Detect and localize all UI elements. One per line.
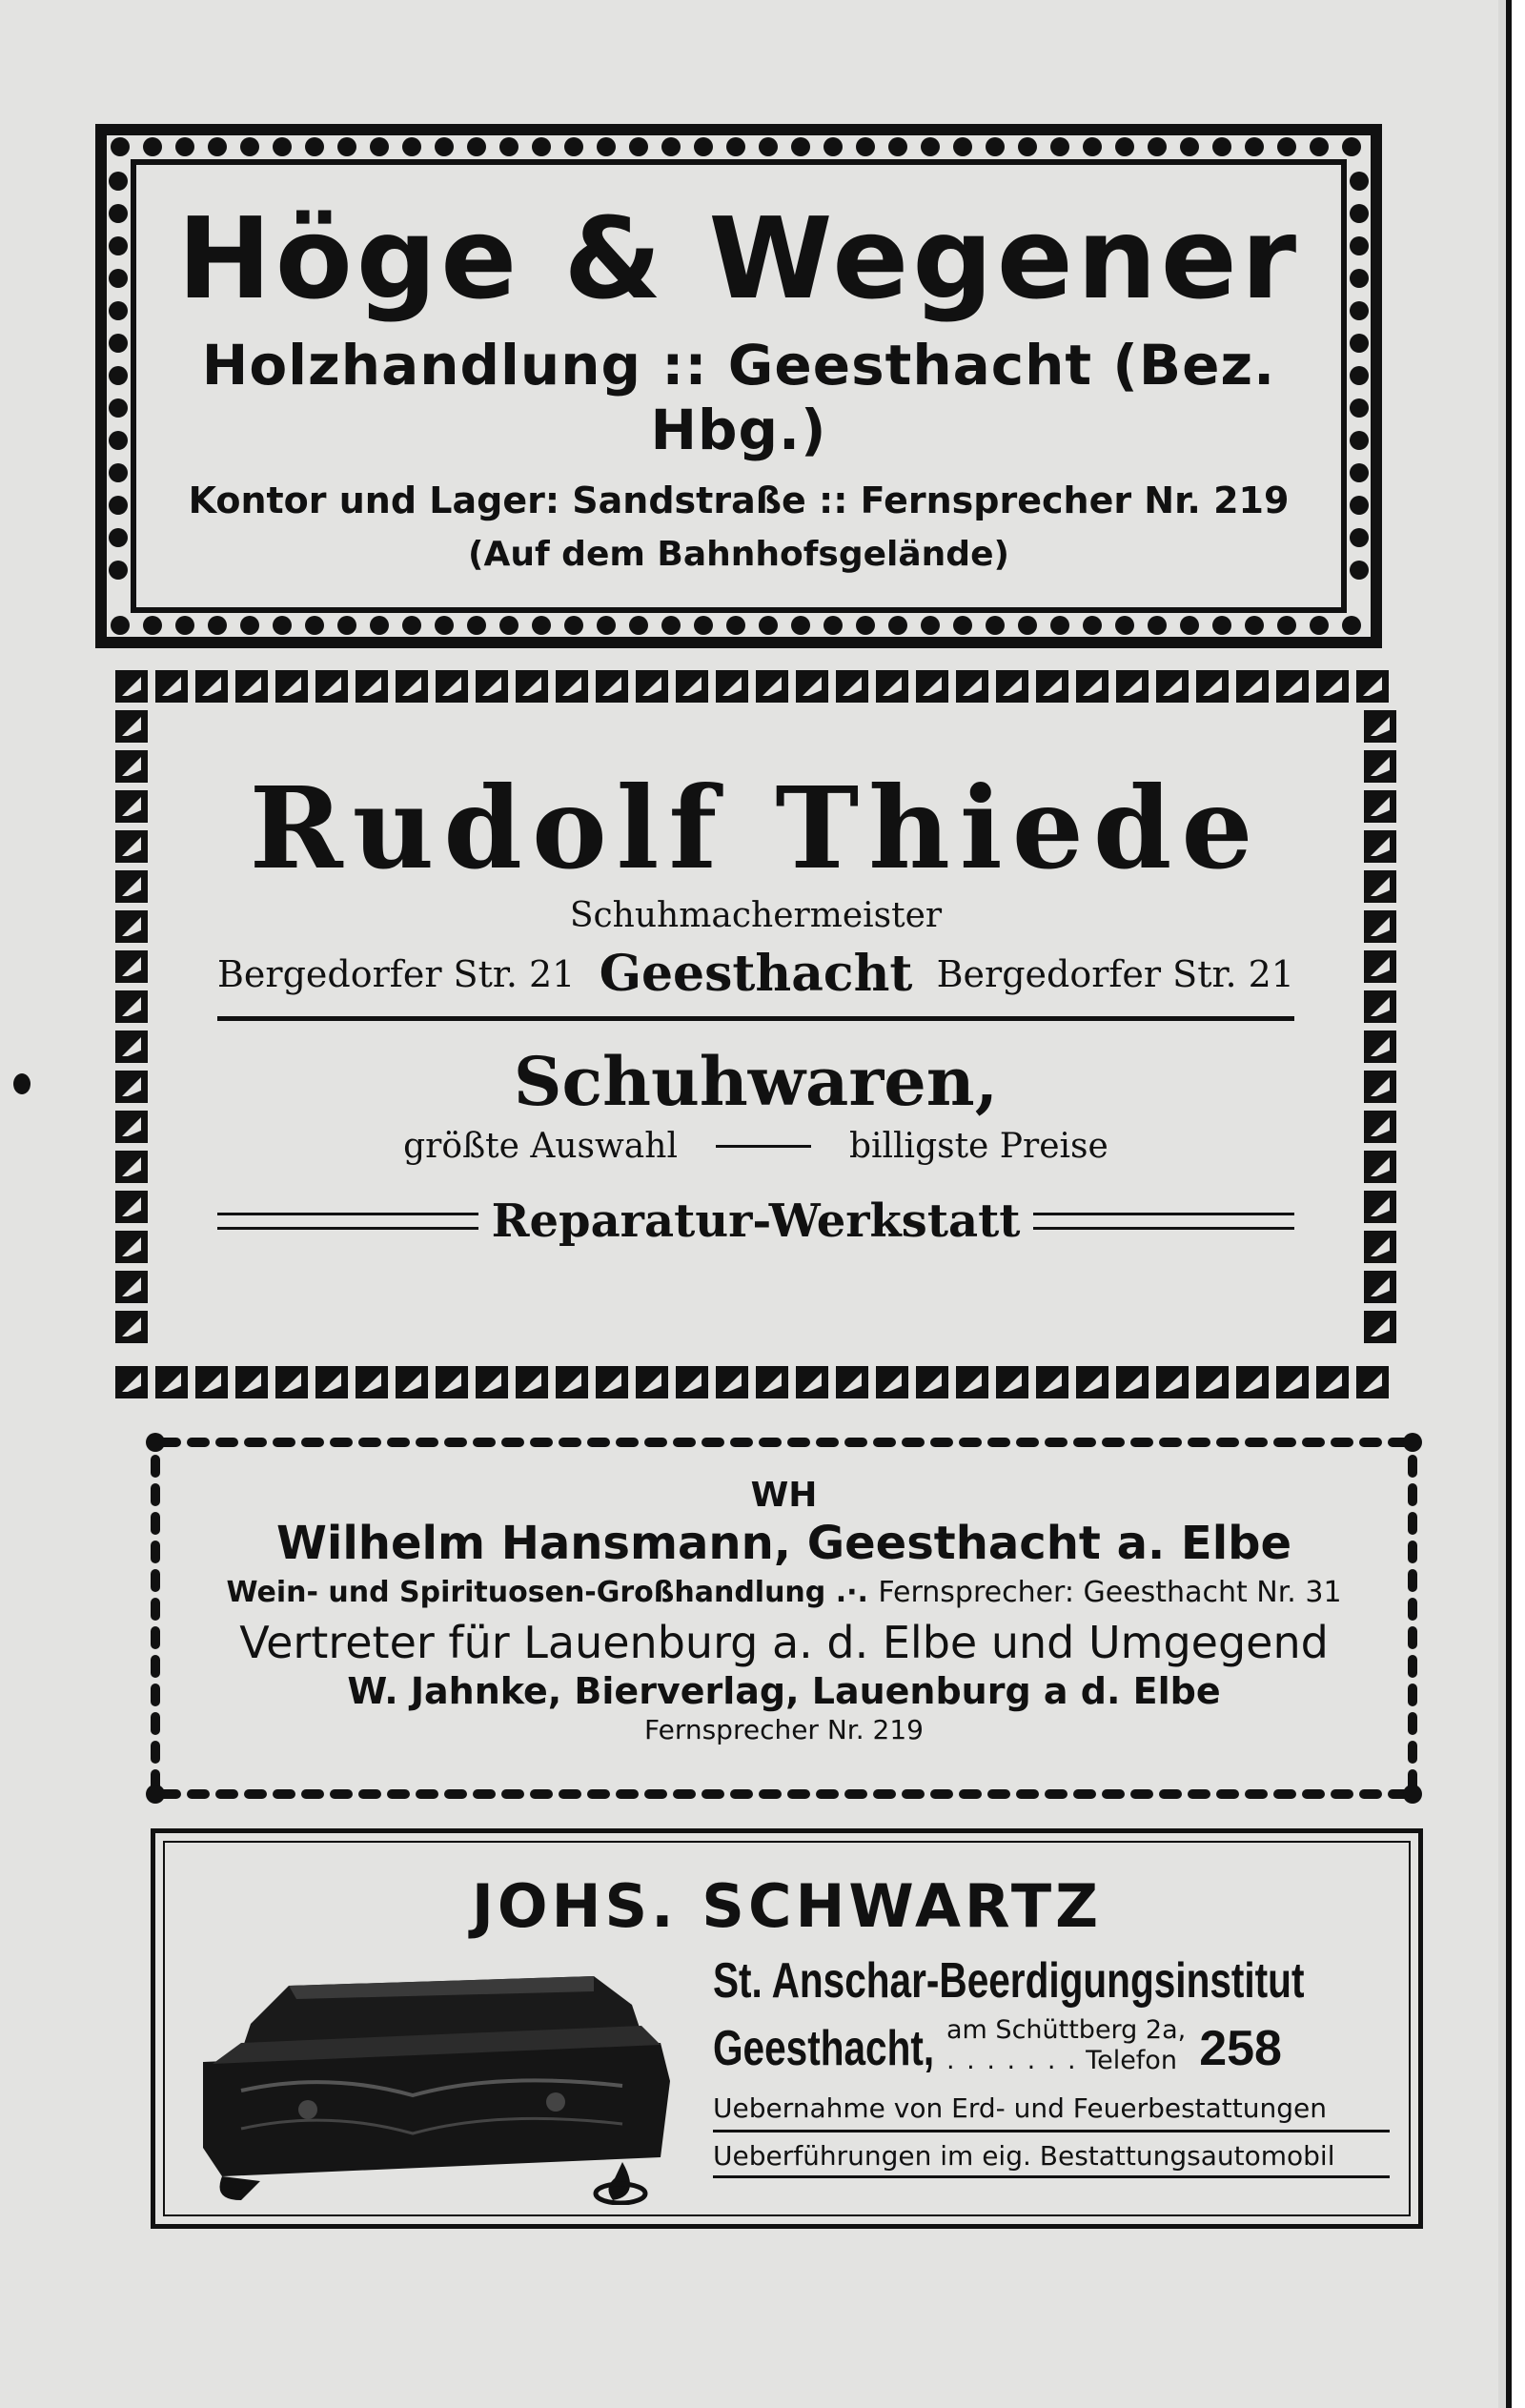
border-scallop [467,616,486,635]
border-scallop [661,616,681,635]
chain-link [1188,1789,1210,1799]
border-scallop [532,137,551,156]
chain-link [730,1438,753,1447]
border-scallop [888,137,907,156]
border-scallop [240,137,259,156]
chain-link [1188,1438,1210,1447]
border-scallop [1083,137,1102,156]
chain-link [616,1438,639,1447]
border-scallop [1342,137,1361,156]
chain-link [151,1684,160,1706]
chain-link [644,1789,667,1799]
chain-link [244,1789,267,1799]
border-scallop [1083,616,1102,635]
chain-link [959,1789,982,1799]
border-scallop [532,616,551,635]
border-scallop [370,616,389,635]
border-scallop [1350,334,1369,353]
chain-link [1408,1655,1417,1678]
repair-workshop: Reparatur-Werkstatt [491,1194,1021,1248]
chain-link [301,1789,324,1799]
institute-info [713,1952,1390,2178]
border-scallop [337,137,356,156]
chain-link [1245,1438,1268,1447]
chain-link [473,1789,496,1799]
chain-link [1130,1789,1153,1799]
chain-link [873,1789,896,1799]
border-scallop [109,496,128,515]
chain-link [530,1438,553,1447]
chain-corner [146,1433,165,1452]
border-scallop [1115,137,1134,156]
chain-link [1016,1789,1039,1799]
separator: .·. [835,1576,868,1609]
chain-link [1045,1789,1068,1799]
service-rule [713,2130,1390,2133]
border-scallop [888,616,907,635]
chain-link [1408,1569,1417,1592]
border-scallop [759,137,778,156]
border-scallop [1245,137,1264,156]
border-scallop [109,398,128,418]
border-scallop [921,137,940,156]
border-scallop [726,616,745,635]
border-scallop [499,616,518,635]
chain-link [1245,1789,1268,1799]
chain-link [759,1789,782,1799]
chain-link [530,1789,553,1799]
chain-link [1216,1789,1239,1799]
street-left: Bergedorfer Str. 21 [217,952,576,995]
address-line: Kontor und Lager: Sandstraße :: Fernsprecher Nr. 219 [188,479,1290,521]
chain-link [1216,1438,1239,1447]
chain-link [987,1789,1010,1799]
chain-link [1408,1483,1417,1506]
border-scallop [953,137,972,156]
trade-title: Schuhmachermeister [569,896,943,935]
double-rule-right [1033,1213,1294,1230]
ad-wilhelm-hansmann [143,1430,1425,1806]
chain-link [301,1438,324,1447]
representative-phone: Fernsprecher Nr. 219 [644,1714,924,1745]
border-scallop [1277,137,1296,156]
chain-link [587,1789,610,1799]
leader-dots: . . . . . . . [946,2046,1078,2076]
chain-link [787,1438,810,1447]
wares-heading: Schuhwaren, [513,1042,999,1121]
border-scallop [1350,463,1369,482]
border-scallop [1350,172,1369,191]
chain-link [1302,1789,1325,1799]
chain-link [151,1483,160,1506]
chain-link [1102,1438,1125,1447]
chain-link [1408,1684,1417,1706]
chain-link [151,1626,160,1649]
border-scallop [1310,137,1329,156]
chain-link [330,1789,353,1799]
border-scallop [435,616,454,635]
chain-link [151,1598,160,1621]
chain-link [1159,1789,1182,1799]
ad-johs-schwartz [151,1828,1423,2229]
chain-link [215,1789,238,1799]
divider-rule [217,1016,1294,1021]
border-scallop [597,616,616,635]
business-line: Holzhandlung :: Geesthacht (Bez. Hbg.) [201,332,1276,462]
border-scallop [791,616,810,635]
firm-name: Wilhelm Hansmann, Geesthacht a. Elbe [275,1517,1292,1570]
chain-link [702,1789,724,1799]
chain-link [187,1438,210,1447]
chain-link [151,1741,160,1764]
border-scallop [109,172,128,191]
chain-link [416,1789,438,1799]
coffin-illustration [184,1967,689,2205]
border-scallop [1180,137,1199,156]
chain-link [930,1438,953,1447]
business-type: Wein- und Spirituosen-Großhandlung [226,1576,826,1609]
border-scallop [1350,204,1369,223]
border-scallop [337,616,356,635]
border-scallop [726,137,745,156]
border-scallop [1350,366,1369,385]
border-scallop [1018,616,1037,635]
address-block [946,2015,1186,2077]
border-scallop [1050,616,1069,635]
chain-corner [146,1785,165,1804]
border-scallop [661,137,681,156]
double-rule-left [217,1213,478,1230]
street-right: Bergedorfer Str. 21 [936,952,1294,995]
chain-link [873,1438,896,1447]
border-scallop [629,137,648,156]
chain-link [559,1789,581,1799]
telefon-number: 258 [1199,2020,1282,2076]
chain-link [273,1438,295,1447]
border-scallop [273,616,292,635]
chain-link [387,1438,410,1447]
border-scallop [1115,616,1134,635]
chain-link [1331,1438,1353,1447]
chain-link [1408,1512,1417,1535]
border-scallop [109,204,128,223]
border-scallop [1018,137,1037,156]
border-scallop [1148,137,1167,156]
chain-corner [1403,1785,1422,1804]
firm-name: JOHS. SCHWARTZ [471,1871,1103,1941]
border-scallop [208,137,227,156]
chain-link [1045,1438,1068,1447]
chain-link [358,1438,381,1447]
location-note: (Auf dem Bahnhofsgelände) [468,534,1009,574]
chain-link [1408,1626,1417,1649]
border-scallop [856,616,875,635]
chain-link [1408,1712,1417,1735]
border-scallop [402,137,421,156]
border-scallop [111,137,130,156]
chain-link [616,1789,639,1799]
chain-link [151,1512,160,1535]
border-scallop [986,616,1005,635]
chain-link [730,1789,753,1799]
border-scallop [953,616,972,635]
chain-link [501,1789,524,1799]
chain-link [902,1789,925,1799]
chain-link [702,1438,724,1447]
chain-link [151,1712,160,1735]
chain-link [1102,1789,1125,1799]
chain-link [151,1541,160,1563]
border-scallop [1350,236,1369,255]
border-scallop [109,463,128,482]
service-transport: Ueberführungen im eig. Bestattungsautomobil [713,2139,1335,2172]
border-scallop [499,137,518,156]
chain-link [273,1789,295,1799]
chain-link [587,1438,610,1447]
border-scallop [1050,137,1069,156]
border-scallop [1277,616,1296,635]
chain-link [673,1789,696,1799]
service-burials: Uebernahme von Erd- und Feuerbestattungen [713,2092,1327,2124]
border-scallop [240,616,259,635]
chain-link [1359,1789,1382,1799]
chain-link [416,1438,438,1447]
border-scallop [109,301,128,320]
border-scallop [759,616,778,635]
chain-link [787,1789,810,1799]
chain-link [444,1789,467,1799]
border-scallop [109,561,128,580]
chain-link [959,1438,982,1447]
firm-name: Rudolf Thiede [249,762,1263,894]
border-scallop [370,137,389,156]
chain-link [673,1438,696,1447]
border-scallop [143,137,162,156]
border-scallop [1350,496,1369,515]
border-scallop [1212,616,1231,635]
border-scallop [1350,561,1369,580]
border-scallop [629,616,648,635]
border-scallop [1350,269,1369,288]
border-scallop [597,137,616,156]
chain-link [559,1438,581,1447]
border-scallop [694,616,713,635]
border-scallop [694,137,713,156]
border-scallop [109,269,128,288]
border-scallop [986,137,1005,156]
border-scallop [1310,616,1329,635]
border-scallop [1350,398,1369,418]
border-scallop [1148,616,1167,635]
border-scallop [109,236,128,255]
monogram: WH [750,1476,818,1515]
border-scallop [109,334,128,353]
ad-hoege-wegener [95,124,1382,648]
chain-link [1073,1438,1096,1447]
border-scallop [143,616,162,635]
border-scallop [564,616,583,635]
chain-corner [1403,1433,1422,1452]
service-rule-bottom [713,2175,1390,2178]
page-edge [1498,0,1525,2408]
chain-link [902,1438,925,1447]
address-row [713,2015,1390,2077]
chain-link [244,1438,267,1447]
phone-number: Fernsprecher: Geesthacht Nr. 31 [878,1576,1342,1609]
institute-name: St. Anschar-Beerdigungsinstitut [713,1953,1305,2009]
city-name: Geesthacht [599,945,913,1003]
repair-row [217,1194,1294,1248]
border-scallop [175,616,194,635]
chain-link [444,1438,467,1447]
chain-link [1302,1438,1325,1447]
chain-link [816,1789,839,1799]
chain-link [215,1438,238,1447]
ad-rudolf-thiede [112,667,1399,1401]
chain-link [501,1438,524,1447]
border-scallop [1350,528,1369,547]
border-scallop [1180,616,1199,635]
border-scallop [1245,616,1264,635]
chain-link [1359,1438,1382,1447]
border-scallop [1212,137,1231,156]
border-scallop [402,616,421,635]
chain-link [1408,1455,1417,1478]
border-scallop [1350,431,1369,450]
border-scallop [273,137,292,156]
telefon-label: Telefon [1086,2046,1177,2076]
chain-link [1408,1541,1417,1563]
chain-link [1016,1438,1039,1447]
border-scallop [921,616,940,635]
prices-text: billigste Preise [848,1127,1108,1166]
chain-link [1408,1741,1417,1764]
ink-speck [13,1073,30,1094]
chain-link [387,1789,410,1799]
chain-link [1331,1789,1353,1799]
chain-link [1408,1598,1417,1621]
border-scallop [856,137,875,156]
chain-link [930,1789,953,1799]
border-scallop [1350,301,1369,320]
chain-link [987,1438,1010,1447]
border-scallop [208,616,227,635]
border-scallop [564,137,583,156]
business-line [181,1576,1387,1609]
dash-rule [716,1145,811,1148]
city-name: Geesthacht, [713,2020,935,2076]
chain-link [816,1438,839,1447]
address-row [217,945,1294,1003]
border-scallop [109,431,128,450]
chain-link [151,1655,160,1678]
border-scallop [824,137,843,156]
chain-link [330,1438,353,1447]
chain-link [473,1438,496,1447]
chain-link [1073,1789,1096,1799]
border-scallop [109,366,128,385]
border-scallop [791,137,810,156]
chain-link [151,1455,160,1478]
border-scallop [824,616,843,635]
chain-link [644,1438,667,1447]
offer-row [179,1127,1332,1166]
chain-link [151,1569,160,1592]
chain-link [187,1789,210,1799]
chain-link [1130,1438,1153,1447]
border-scallop [175,137,194,156]
border-scallop [109,528,128,547]
border-scallop [111,616,130,635]
border-scallop [305,616,324,635]
border-scallop [1342,616,1361,635]
chain-link [358,1789,381,1799]
firm-name: Höge & Wegener [176,193,1301,324]
chain-link [844,1789,867,1799]
choice-text: größte Auswahl [403,1127,678,1166]
representative-firm: W. Jahnke, Bierverlag, Lauenburg a d. Elbe [347,1670,1221,1712]
chain-link [759,1438,782,1447]
border-scallop [305,137,324,156]
border-scallop [435,137,454,156]
chain-link [1159,1438,1182,1447]
chain-link [1273,1789,1296,1799]
chain-link [844,1438,867,1447]
border-scallop [467,137,486,156]
chain-link [1273,1438,1296,1447]
representative-line: Vertreter für Lauenburg a. d. Elbe und Umgegend [239,1617,1329,1668]
street-address: am Schüttberg 2a, [946,2015,1187,2045]
